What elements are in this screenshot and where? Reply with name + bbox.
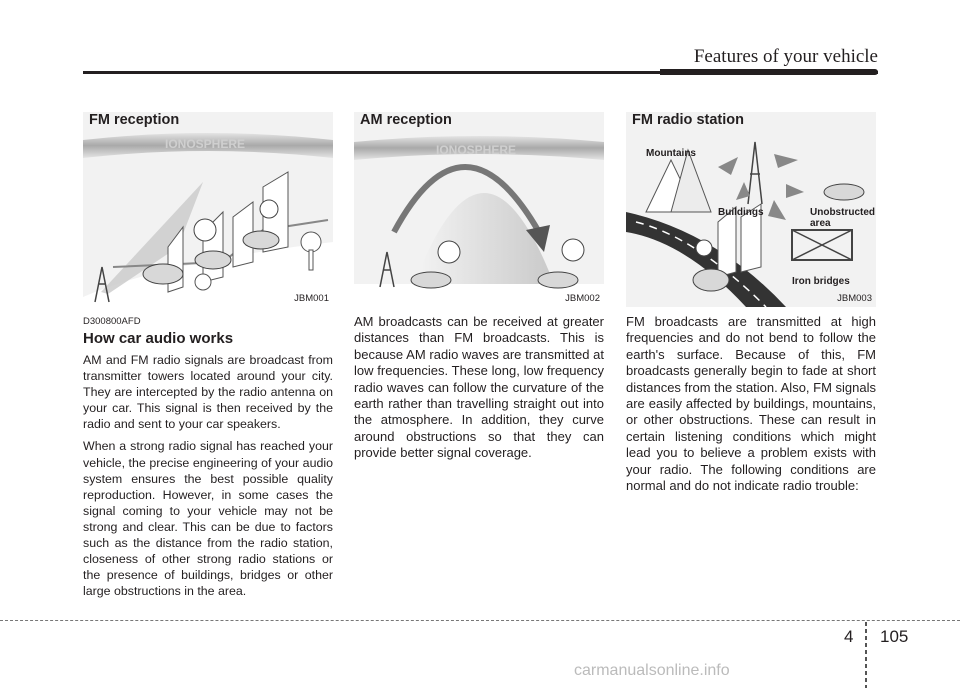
paragraph: AM and FM radio signals are broadcast from transmitter towers located around your city. They are intercepted by the radio antenna on your car. This signal is then received by the radio and sent to your car speakers. [83, 353, 333, 432]
iron-bridges-label: Iron bridges [792, 276, 850, 287]
column-3-body [626, 314, 876, 500]
transmitter-tower-icon [748, 142, 762, 204]
header-rule-accent [660, 69, 878, 75]
fm-reception-illustration [83, 112, 333, 307]
paragraph: AM broadcasts can be received at greater distances than FM broadcasts. This is because AM radio waves are transmitted at low frequencies. These long, low frequency radio waves can follow the curvature of the earth rather than travelling straight out into the atmosphere. In addition, they curve around obstructions so that they can provide better signal coverage. [354, 314, 604, 461]
column-2-body [354, 314, 604, 468]
fm-radio-station-illustration [626, 112, 876, 307]
watermark: carmanualsonline.info [574, 662, 730, 679]
section-code: D300800AFD [83, 316, 141, 327]
ionosphere-label: IONOSPHERE [165, 137, 246, 151]
am-reception-illustration [354, 112, 604, 307]
figure-title: FM reception [89, 112, 180, 128]
section-heading: How car audio works [83, 330, 234, 347]
transmitter-tower-icon [380, 252, 394, 287]
area-label: area [810, 218, 831, 229]
footer-separator [0, 620, 960, 621]
figure-title: FM radio station [632, 112, 744, 128]
figure-code: JBM001 [294, 293, 329, 304]
paragraph: When a strong radio signal has reached your vehicle, the precise engineering of your audio system ensures the best possible quality reproduction. However, in some cases the signal coming to your vehicle may not be strong and clear. This can be due to factors such as the distance from the radio station, closeness of other strong radio stations or the presence of buildings, bridges or other large obstructions in the area. [83, 439, 333, 599]
figure-fm-radio-station [626, 112, 876, 307]
section-number: 4 [844, 627, 854, 646]
figure-code: JBM003 [837, 293, 872, 304]
figure-title: AM reception [360, 112, 452, 128]
page-number: 105 [880, 627, 909, 646]
paragraph: FM broadcasts are transmitted at high frequencies and do not bend to follow the earth's surface. Because of this, FM broadcasts generally begin to fade at short distances from the station. Also, FM signals are easily affected by buildings, mountains, or other obstructions. These can result in certain listening conditions which might lead you to believe a problem exists with your radio. The following conditions are normal and do not indicate radio trouble: [626, 314, 876, 494]
mountains-label: Mountains [646, 148, 696, 159]
footer-divider [865, 622, 867, 688]
figure-am-reception [354, 112, 604, 307]
unobstructed-label: Unobstructed [810, 207, 875, 218]
column-1-body [83, 352, 333, 605]
buildings-label: Buildings [718, 207, 764, 218]
ionosphere-label: IONOSPHERE [436, 143, 517, 157]
figure-code: JBM002 [565, 293, 600, 304]
figure-fm-reception [83, 112, 333, 307]
section-title: Features of your vehicle [693, 46, 878, 67]
